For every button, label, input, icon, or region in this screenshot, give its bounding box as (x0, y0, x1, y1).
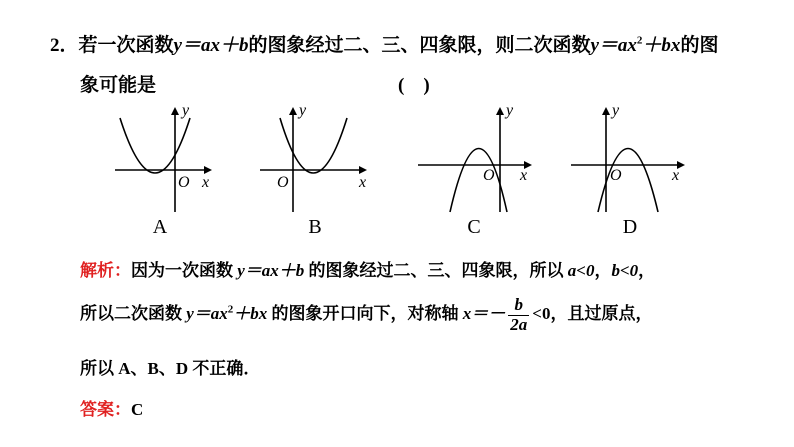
question-line-1 (50, 30, 718, 57)
graph-option-a (110, 100, 240, 215)
fraction-numerator: b (508, 296, 529, 316)
y-axis-arrow (496, 107, 504, 115)
solution-line-3: 所以 A、B、D 不正确． (80, 359, 261, 378)
solution-text: 因为一次函数 (131, 261, 238, 280)
y-label: y (182, 102, 190, 119)
origin-label: O (483, 167, 495, 184)
x-label: x (202, 174, 210, 191)
solution-text: 的图象开口向下，对称轴 (267, 304, 463, 324)
condition-b: b<0 (611, 261, 639, 280)
quadratic-expr-tail: ＋bx (642, 35, 681, 56)
y-axis-arrow (289, 107, 297, 115)
parabola-curve (598, 149, 658, 213)
quadratic-expr-sup: 2 (227, 303, 234, 316)
option-a-label: A (152, 216, 168, 238)
parabola-curve (280, 118, 347, 173)
graph-option-b (255, 100, 385, 215)
solution-text: 的图象经过二、三、四象限，所以 (304, 261, 568, 280)
origin-label: O (178, 174, 190, 191)
fraction-denominator: 2a (510, 314, 528, 334)
y-label: y (299, 102, 307, 119)
linear-function-expr: y＝ax＋b (173, 35, 249, 56)
origin-label: O (610, 167, 622, 184)
solution-text: 所以二次函数 (80, 304, 187, 324)
question-text-b: 的图象经过二、三、四象限，则二次函数 (248, 35, 591, 56)
solution-expr: y＝ax＋b (237, 261, 305, 280)
y-axis-arrow (602, 107, 610, 115)
quadratic-expr-base: y＝ax (590, 35, 637, 56)
answer-value: C (131, 400, 144, 419)
x-label: x (672, 167, 680, 184)
answer-line (80, 395, 143, 420)
quadratic-expr-tail: ＋bx (233, 304, 268, 324)
quadratic-expr-sup: 2 (636, 34, 643, 47)
quadratic-expr-base: y＝ax (186, 304, 228, 324)
solution-heading: 解析： (80, 261, 131, 280)
solution-line-1 (80, 256, 655, 281)
x-axis-arrow (204, 166, 212, 174)
parabola-curve (450, 149, 507, 213)
question-number: 2． (50, 35, 79, 56)
option-c-label: C (467, 216, 481, 238)
question-text-a: 若一次函数 (78, 35, 174, 56)
x-label: x (359, 174, 367, 191)
answer-parentheses: ( ) (398, 75, 430, 96)
y-axis-arrow (171, 107, 179, 115)
graph-option-c (415, 100, 545, 215)
x-label: x (520, 167, 528, 184)
solution-text: <0，且过原点， (532, 304, 653, 324)
separator: ， (594, 261, 612, 280)
solution-line-2 (80, 296, 652, 334)
y-label: y (506, 102, 514, 119)
y-label: y (612, 102, 620, 119)
fraction (508, 296, 529, 334)
option-b-label: B (308, 216, 322, 238)
question-text-c: 的图 (680, 35, 719, 56)
separator: ， (638, 261, 656, 280)
answer-label: 答案： (80, 400, 131, 419)
option-d-label: D (622, 216, 638, 238)
axis-of-symmetry-expr: x＝－ (462, 304, 506, 324)
question-line-2: 象可能是 (80, 75, 157, 96)
x-axis-arrow (359, 166, 367, 174)
origin-label: O (277, 174, 289, 191)
condition-a: a<0 (567, 261, 595, 280)
parabola-curve (120, 118, 190, 173)
graph-option-d (568, 100, 698, 215)
